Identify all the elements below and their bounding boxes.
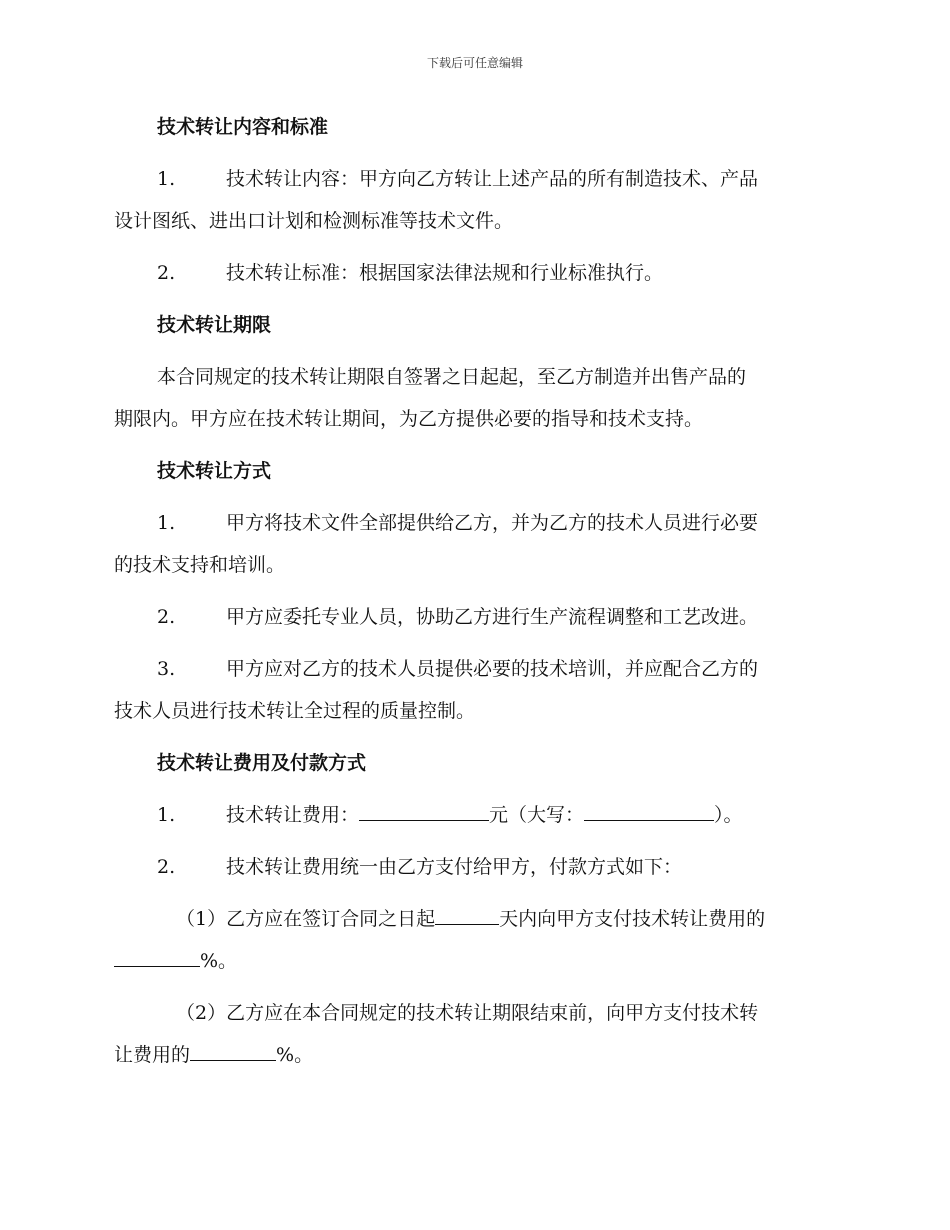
- item-number: 2.: [157, 606, 176, 628]
- paragraph-line: 本合同规定的技术转让期限自签署之日起起，至乙方制造并出售产品的: [157, 366, 747, 388]
- payment-sub-2: （2）乙方应在本合同规定的技术转让期限结束前，向甲方支付技术转: [176, 1002, 759, 1024]
- item-text: 甲方将技术文件全部提供给乙方，并为乙方的技术人员进行必要: [226, 512, 759, 534]
- item-text-continued: 技术人员进行技术转让全过程的质量控制。: [114, 700, 476, 722]
- section-title-term: 技术转让期限: [157, 314, 272, 336]
- section-title-content-standard: 技术转让内容和标准: [157, 116, 329, 138]
- fee-upper-label: 元（大写：: [489, 804, 585, 826]
- sub2-percent: %。: [276, 1044, 314, 1066]
- section-title-method: 技术转让方式: [157, 460, 272, 482]
- fee-amount-blank[interactable]: [359, 802, 489, 821]
- item-text-continued: 的技术支持和培训。: [114, 554, 286, 576]
- item-text: 技术转让标准：根据国家法律法规和行业标准执行。: [226, 262, 664, 284]
- item-number: 1.: [157, 804, 176, 826]
- item-text: 技术转让费用统一由乙方支付给甲方，付款方式如下：: [226, 856, 683, 878]
- fee-close: ）。: [714, 804, 743, 826]
- days-blank[interactable]: [435, 906, 499, 925]
- percent-blank-1[interactable]: [114, 948, 200, 967]
- paragraph-line: 期限内。甲方应在技术转让期间，为乙方提供必要的指导和技术支持。: [114, 408, 704, 430]
- item-number: 3.: [157, 658, 176, 680]
- item-text-continued: 设计图纸、进出口计划和检测标准等技术文件。: [114, 210, 514, 232]
- item-number: 2.: [157, 262, 176, 284]
- item-text: 甲方应对乙方的技术人员提供必要的技术培训，并应配合乙方的: [226, 658, 759, 680]
- sub2-text-b: 让费用的: [114, 1044, 191, 1066]
- percent-blank-2[interactable]: [190, 1042, 276, 1061]
- fee-label: 技术转让费用：: [226, 804, 360, 826]
- payment-sub-1: [176, 905, 765, 933]
- section-title-fee: 技术转让费用及付款方式: [157, 752, 367, 774]
- item-number: 1.: [157, 512, 176, 534]
- item-number: 2.: [157, 856, 176, 878]
- fee-line: [226, 801, 743, 829]
- page-header: 下载后可任意编辑: [426, 56, 523, 70]
- sub1-text-a: （1）乙方应在签订合同之日起: [176, 908, 436, 930]
- fee-upper-blank[interactable]: [584, 802, 714, 821]
- sub1-text-b: 天内向甲方支付技术转让费用的: [499, 908, 766, 930]
- payment-sub-2-continued: [114, 1041, 313, 1069]
- payment-sub-1-continued: [114, 947, 237, 975]
- item-text: 技术转让内容：甲方向乙方转让上述产品的所有制造技术、产品: [226, 168, 759, 190]
- sub1-percent: %。: [200, 950, 238, 972]
- item-number: 1.: [157, 168, 176, 190]
- item-text: 甲方应委托专业人员，协助乙方进行生产流程调整和工艺改进。: [226, 606, 759, 628]
